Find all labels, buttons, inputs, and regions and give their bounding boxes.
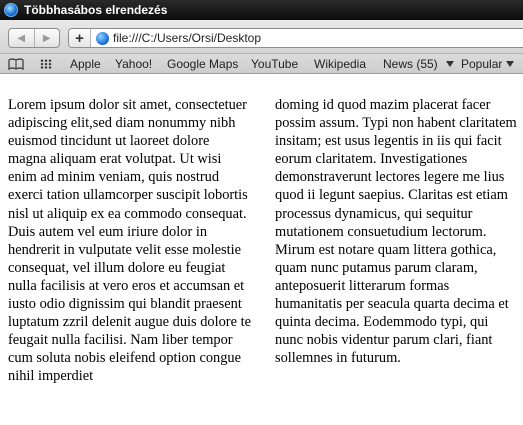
top-sites-grid-icon[interactable] [40,59,52,69]
chevron-down-icon[interactable] [506,61,514,67]
add-bookmark-button[interactable]: + [69,29,91,47]
open-book-icon[interactable] [8,58,24,70]
bookmark-popular[interactable]: Popular [461,57,503,71]
text-column-1: Lorem ipsum dolor sit amet, consectetuer adipiscing elit,sed diam nonummy nibh euismod tincidunt ut laoreet dolore magna aliquam erat volutpat. Ut wisi enim ad minim veniam, quis nostrud exerci tation ullamcorper suscipit lobortis nisl ut aliquip ex ea commodo consequat. Duis autem vel eum iriure dolor in hendrerit in vulputate velit esse molestie consequat, vel illum dolore eu feugiat nulla facilisis at vero eros et accumsan et iusto odio dignissim qui blandit praesent luptatum zzril delenit augue duis dolore te feugait nulla facilisi. Nam liber tempor cum soluta nobis eleifend option congue nihil imperdiet [8,97,251,385]
globe-icon [96,32,109,45]
bookmarks-bar [0,54,523,74]
back-button[interactable]: ◀ [17,32,26,44]
page-content [8,96,518,386]
forward-button[interactable]: ▶ [34,29,60,47]
url-text[interactable]: file:///C:/Users/Orsi/Desktop [113,31,262,45]
bookmark-yahoo[interactable]: Yahoo! [115,57,153,71]
bookmark-apple[interactable]: Apple [70,57,101,71]
toolbar [0,20,523,54]
address-bar[interactable] [68,28,523,48]
browser-app-icon [4,3,18,17]
nav-buttons [8,28,60,48]
bookmark-youtube[interactable]: YouTube [251,57,299,71]
bookmark-wikipedia[interactable]: Wikipedia [314,57,367,71]
bookmark-google-maps[interactable]: Google Maps [167,57,239,71]
chevron-down-icon[interactable] [446,61,454,67]
bookmark-news[interactable]: News (55) [383,57,438,71]
text-column-2: doming id quod mazim placerat facer possim assum. Typi non habent claritatem insitam; est usus legentis in iis qui facit eorum claritatem. Investigationes demonstraverunt lectores legere me lius quod ii legunt saepius. Claritas est etiam processus dynamicus, qui sequitur mutationem consuetudium lectorum. Mirum est notare quam littera gothica, quam nunc putamus parum claram, anteposuerit litterarum formas humanitatis per seacula quarta decima et quinta decima. Eodemmodo typi, qui nunc nobis videntur parum clari, fiant sollemnes in futurum. [275,97,517,367]
title-bar [0,0,523,20]
window-title: Többhasábos elrendezés [24,3,168,17]
